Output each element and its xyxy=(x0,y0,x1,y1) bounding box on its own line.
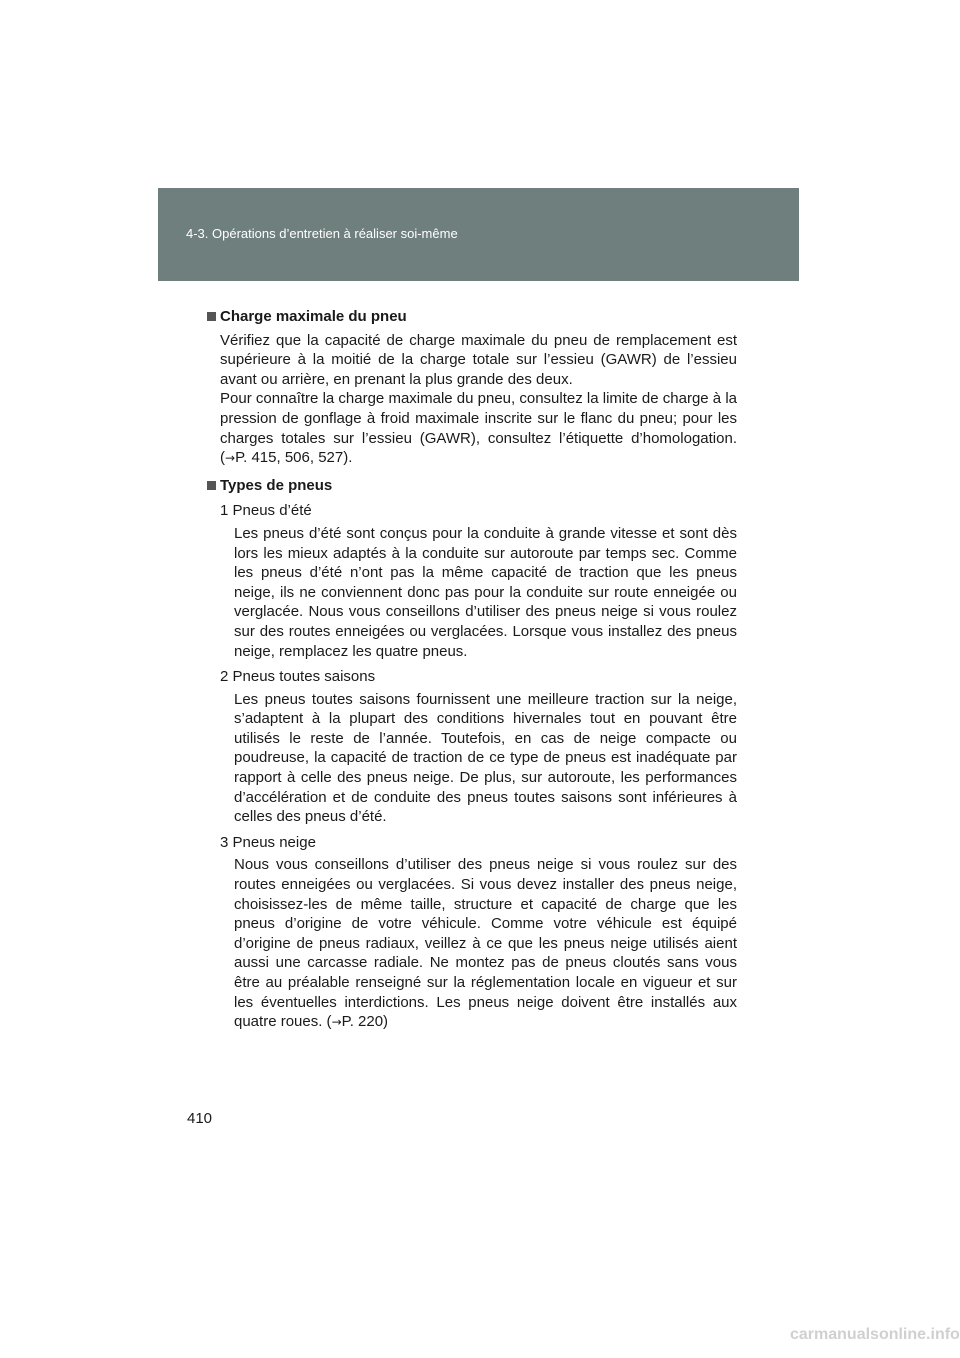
square-bullet-icon xyxy=(207,312,216,321)
paragraph-text: Pour connaître la charge maximale du pneu, consultez la limite de charge à la pression de gonflage à froid maximale inscrite sur le flanc du pneu; pour les charges totales sur l’essieu (GAWR), consultez l’étiquette d’homologation. ( xyxy=(220,390,737,467)
page-number: 410 xyxy=(187,1110,213,1127)
paragraph-with-ref xyxy=(220,389,737,468)
section-heading-charge xyxy=(207,307,737,327)
section-heading-types xyxy=(207,476,737,496)
arrow-right-icon: → xyxy=(225,451,236,466)
tire-type-title: 1 Pneus d’été xyxy=(220,502,312,520)
watermark: carmanualsonline.info xyxy=(790,1326,960,1343)
arrow-right-icon: → xyxy=(331,1015,342,1030)
tire-type-title: 2 Pneus toutes saisons xyxy=(220,668,376,686)
page-reference-link[interactable]: P. 415, 506, 527). xyxy=(235,449,353,467)
tire-type-title: 3 Pneus neige xyxy=(220,833,316,851)
page-content xyxy=(207,307,737,1033)
tire-type-description: Les pneus toutes saisons fournissent une meilleure traction sur la neige, s’adaptent à la plupart des conditions hivernales tout en pouvant être utilisés le reste de l’année. Toutefois, en cas de neige compacte ou poudreuse, la capacité de traction de ce type de pneus est inadéquate par rapport à celle des pneus neige. De plus, sur autoroute, les performances d’accélération et de conduite des pneus toutes saisons sont inférieures à celles des pneus d’été. xyxy=(234,690,737,826)
section-header-band xyxy=(158,188,799,281)
page-reference-link[interactable]: P. 220) xyxy=(341,1013,389,1031)
heading-text: Types de pneus xyxy=(220,476,333,494)
section-title: 4-3. Opérations d’entretien à réaliser soi-même xyxy=(186,226,458,241)
paragraph: Vérifiez que la capacité de charge maximale du pneu de remplacement est supérieure à la moitié de la charge totale sur l’essieu (GAWR) de l’essieu avant ou arrière, en prenant la plus grande des deux. xyxy=(220,331,737,388)
tire-type-description: Les pneus d’été sont conçus pour la conduite à grande vitesse et sont dès lors les mieux adaptés à la conduite sur autoroute par temps sec. Comme les pneus d’été n’ont pas la même capacité de traction que les pneus neige, ils ne conviennent donc pas pour la conduite sur route enneigée ou verglacée. Nous vous conseillons d’utiliser des pneus neige si vous roulez sur des routes enneigées ou verglacées. Lorsque vous installez des pneus neige, remplacez les quatre pneus. xyxy=(234,524,737,660)
description-text: Nous vous conseillons d’utiliser des pneus neige si vous roulez sur des routes enneigées ou verglacées. Si vous devez installer des pneus neige, choisissez-les de même taille, structure et capacité de charge que les pneus d’origine de votre véhicule. Comme votre véhicule est équipé d’origine de pneus radiaux, veillez à ce que les pneus neige utilisés aient aussi une carcasse radiale. Ne montez pas de pneus cloutés sans vous être au préalable renseigné sur la réglementation locale en vigueur et sur les éventuelles interdictions. Les pneus neige doivent être installés aux quatre roues. ( xyxy=(234,856,737,1031)
heading-text: Charge maximale du pneu xyxy=(220,308,407,325)
tire-type-description xyxy=(234,855,737,1032)
square-bullet-icon xyxy=(207,481,216,490)
